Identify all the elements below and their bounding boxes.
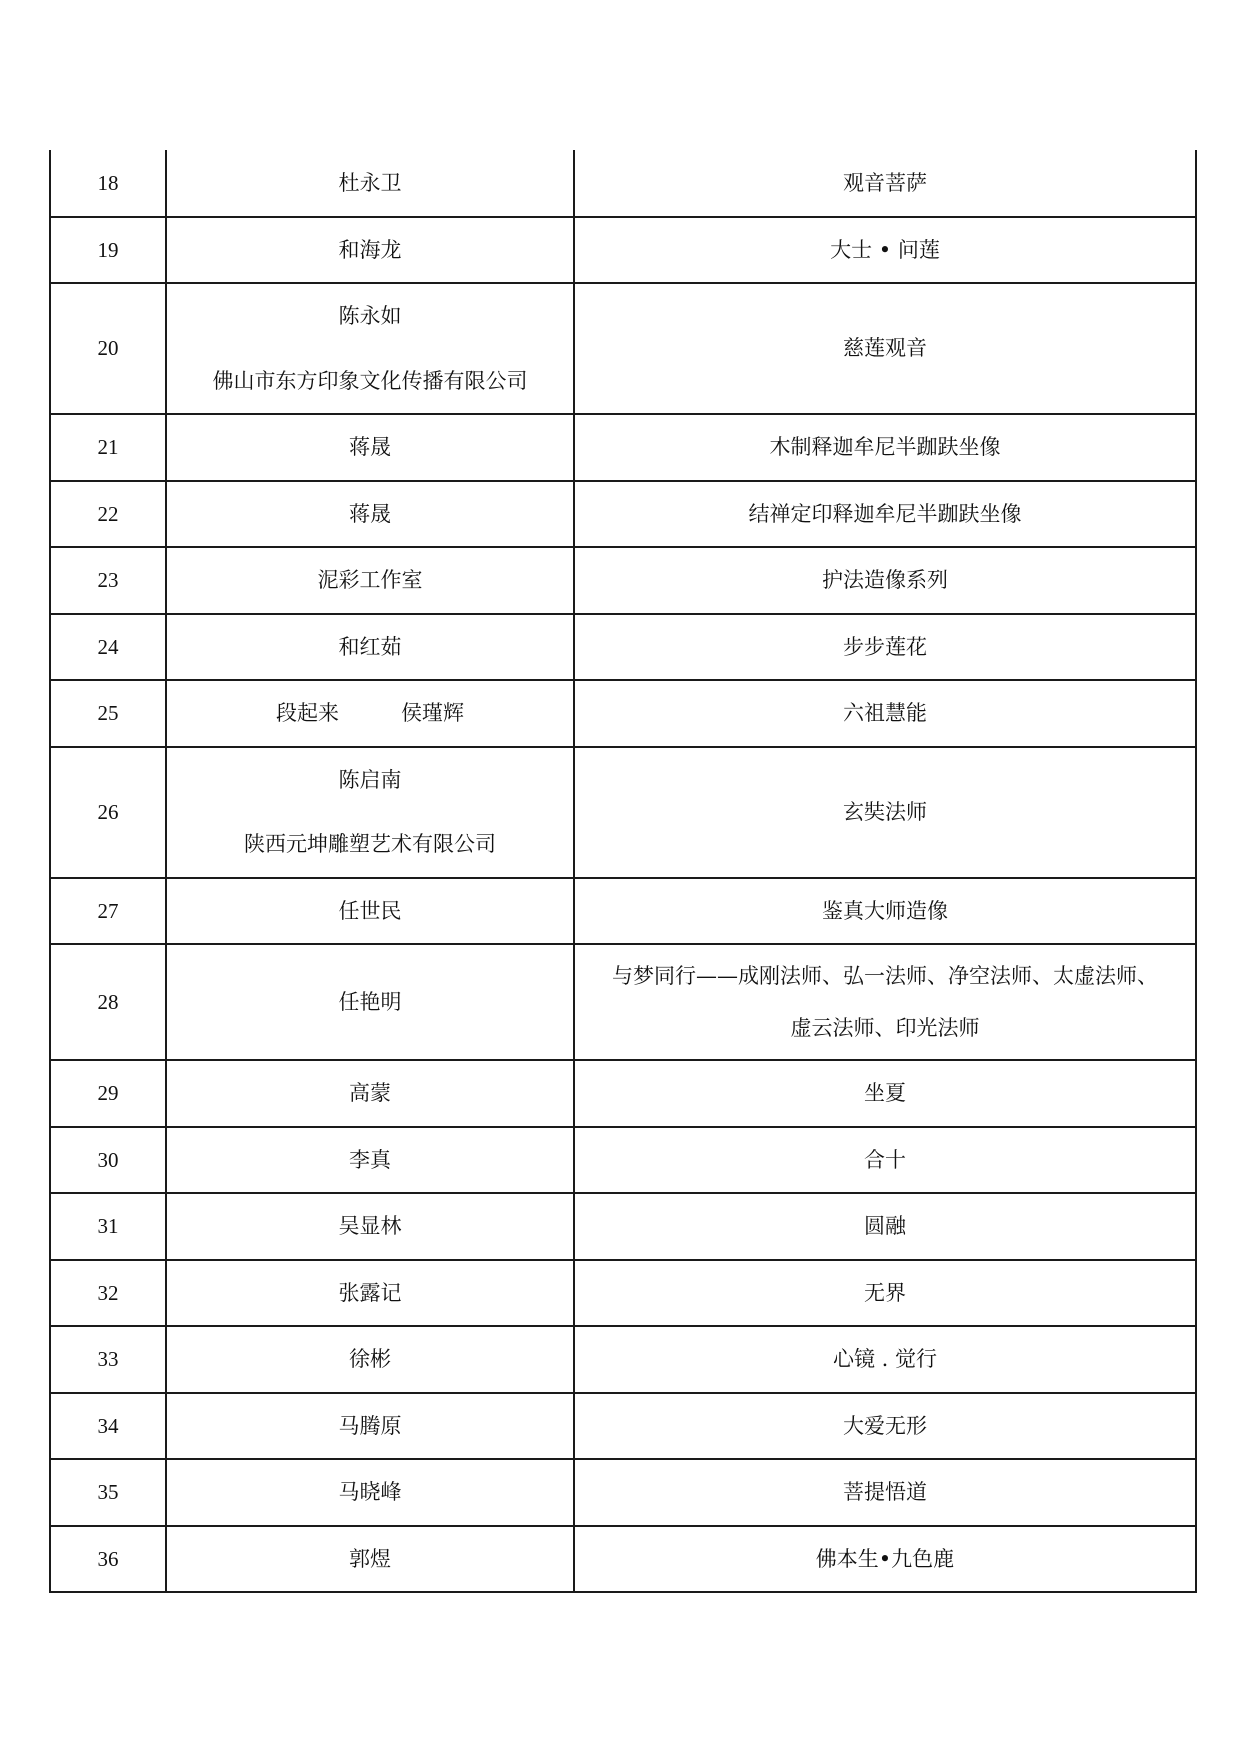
- row-number: 26: [50, 747, 166, 878]
- row-number: 18: [50, 150, 166, 217]
- artwork-title-cell: 护法造像系列: [574, 547, 1196, 614]
- author-cell: 杜永卫: [166, 150, 574, 217]
- author-cell: [166, 747, 574, 878]
- table-row: [50, 1526, 1196, 1593]
- table-row: [50, 1127, 1196, 1194]
- row-number: 27: [50, 878, 166, 945]
- table-row: [50, 614, 1196, 681]
- table-row: [50, 217, 1196, 284]
- author-cell: 张露记: [166, 1260, 574, 1327]
- author-cell: 李真: [166, 1127, 574, 1194]
- table-row: [50, 1326, 1196, 1393]
- table-row: [50, 1260, 1196, 1327]
- artwork-title-cell: 圆融: [574, 1193, 1196, 1260]
- table-row: [50, 547, 1196, 614]
- row-number: 35: [50, 1459, 166, 1526]
- table-row: [50, 283, 1196, 414]
- author-name: 侯瑾辉: [401, 701, 464, 726]
- author-cell: 任艳明: [166, 944, 574, 1060]
- table-row: [50, 481, 1196, 548]
- author-organization: 佛山市东方印象文化传播有限公司: [212, 368, 528, 393]
- table-row: [50, 1459, 1196, 1526]
- artwork-title-cell: 结禅定印释迦牟尼半跏趺坐像: [574, 481, 1196, 548]
- author-cell: 吴显林: [166, 1193, 574, 1260]
- table-row: [50, 1193, 1196, 1260]
- table-row: [50, 944, 1196, 1060]
- row-number: 30: [50, 1127, 166, 1194]
- table-row: [50, 1060, 1196, 1127]
- author-name: 陈启南: [338, 767, 402, 792]
- row-number: 32: [50, 1260, 166, 1327]
- artwork-title-cell: 佛本生•九色鹿: [574, 1526, 1196, 1593]
- author-cell: [166, 283, 574, 414]
- author-cell: 郭煜: [166, 1526, 574, 1593]
- artwork-title-line: 虚云法师、印光法师: [790, 1016, 980, 1040]
- row-number: 23: [50, 547, 166, 614]
- artwork-roster-table: [49, 150, 1197, 1593]
- table-row: [50, 414, 1196, 481]
- row-number: 28: [50, 944, 166, 1060]
- row-number: 29: [50, 1060, 166, 1127]
- row-number: 25: [50, 680, 166, 747]
- author-organization: 陕西元坤雕塑艺术有限公司: [244, 832, 496, 856]
- author-cell: 蒋晟: [166, 481, 574, 548]
- author-name: 段起来: [276, 701, 339, 726]
- row-number: 19: [50, 217, 166, 284]
- artwork-title-cell: 玄奘法师: [574, 747, 1196, 878]
- artwork-title-cell: 木制释迦牟尼半跏趺坐像: [574, 414, 1196, 481]
- table-row: [50, 747, 1196, 878]
- row-number: 36: [50, 1526, 166, 1593]
- artwork-title-cell: 鉴真大师造像: [574, 878, 1196, 945]
- artwork-title-line: 与梦同行——成刚法师、弘一法师、净空法师、太虚法师、: [612, 963, 1158, 988]
- author-cell: [166, 680, 574, 747]
- artwork-title-cell: 合十: [574, 1127, 1196, 1194]
- author-cell: 泥彩工作室: [166, 547, 574, 614]
- artwork-title-cell: 大爱无形: [574, 1393, 1196, 1460]
- artwork-title-cell: 无界: [574, 1260, 1196, 1327]
- table-row: [50, 680, 1196, 747]
- artwork-title-cell: 观音菩萨: [574, 150, 1196, 217]
- artwork-title-cell: 六祖慧能: [574, 680, 1196, 747]
- author-cell: 和红茹: [166, 614, 574, 681]
- row-number: 31: [50, 1193, 166, 1260]
- author-cell: 徐彬: [166, 1326, 574, 1393]
- author-cell: 马腾原: [166, 1393, 574, 1460]
- artwork-title-cell: 慈莲观音: [574, 283, 1196, 414]
- artwork-title-cell: 菩提悟道: [574, 1459, 1196, 1526]
- artwork-title-cell: 步步莲花: [574, 614, 1196, 681]
- artwork-title-cell: 心镜 . 觉行: [574, 1326, 1196, 1393]
- author-cell: 马晓峰: [166, 1459, 574, 1526]
- row-number: 21: [50, 414, 166, 481]
- author-cell: 蒋晟: [166, 414, 574, 481]
- author-cell: 任世民: [166, 878, 574, 945]
- artwork-title-cell: 坐夏: [574, 1060, 1196, 1127]
- row-number: 24: [50, 614, 166, 681]
- table-row: [50, 150, 1196, 217]
- row-number: 33: [50, 1326, 166, 1393]
- table-row: [50, 878, 1196, 945]
- artwork-title-cell: 大士 • 问莲: [574, 217, 1196, 284]
- author-name: 陈永如: [338, 304, 402, 329]
- table-row: [50, 1393, 1196, 1460]
- row-number: 22: [50, 481, 166, 548]
- author-cell: 高蒙: [166, 1060, 574, 1127]
- row-number: 20: [50, 283, 166, 414]
- artwork-title-cell: [574, 944, 1196, 1060]
- author-cell: 和海龙: [166, 217, 574, 284]
- row-number: 34: [50, 1393, 166, 1460]
